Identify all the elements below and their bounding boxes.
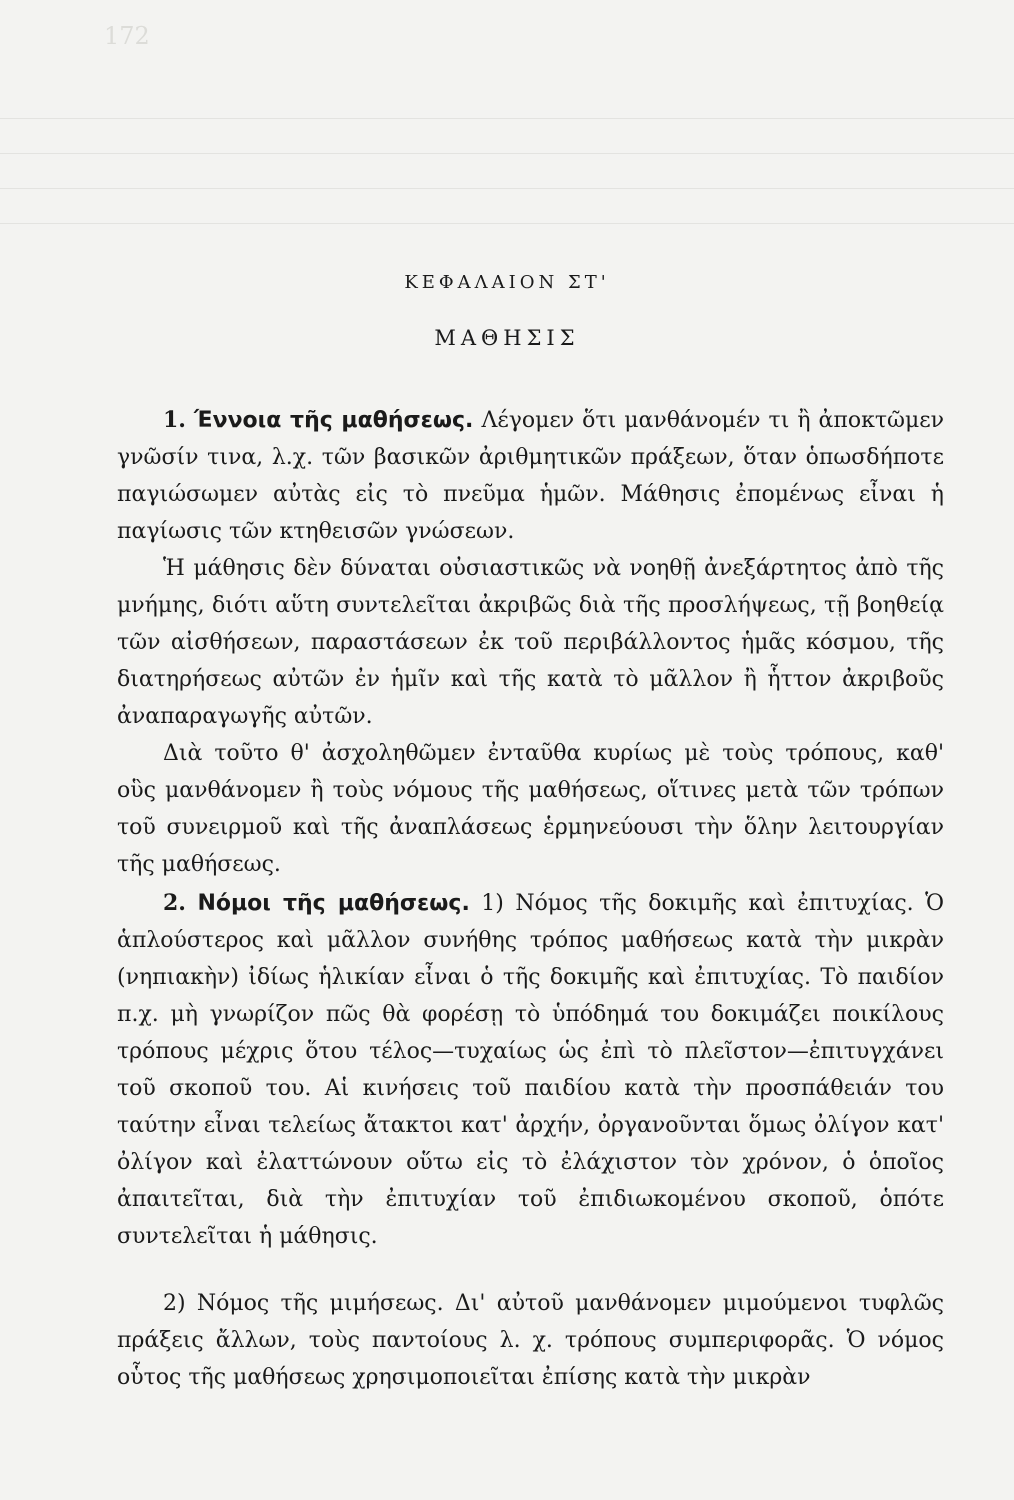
- section-2: [117, 885, 944, 1255]
- chapter-title: ΜΑΘΗΣΙΣ: [434, 326, 580, 350]
- section-1-number: 1.: [163, 407, 186, 433]
- section-1: [117, 402, 944, 883]
- section-2-paragraph-1: [117, 885, 944, 1255]
- section-2-law-2: [117, 1285, 944, 1396]
- section-1-paragraph-3: Διὰ τοῦτο θ' ἀσχοληθῶμεν ἐνταῦθα κυρίως μὲ τοὺς τρόπους, καθ' οὓς μανθάνομεν ἢ τοὺς νόμους τῆς μαθήσεως, οἵτινες μετὰ τῶν τρόπων τοῦ συνειρμοῦ καὶ τῆς ἀναπλάσεως ἑρμηνεύουσι τὴν ὅλην λειτουργίαν τῆς μαθήσεως.: [117, 741, 944, 877]
- bleed-through-line: [0, 153, 1014, 154]
- section-1-text: Λέγομεν ὅτι μανθάνομέν τι ἢ ἀποκτῶμεν γνῶσίν τινα, λ.χ. τῶν βασικῶν ἀριθμητικῶν πράξεων, ὅταν ὁπωσδήποτε παγιώσωμεν αὐτὰς εἰς τὸ πνεῦμα ἡμῶν. Μάθησις ἐπομένως εἶναι ἡ παγίωσις τῶν κτηθεισῶν γνώσεων.: [117, 408, 945, 544]
- law-1-heading: 1) Νόμος τῆς δοκιμῆς καὶ ἐπιτυχίας.: [481, 891, 914, 916]
- section-1-paragraph-1: [117, 402, 944, 550]
- bleed-through-line: [0, 223, 1014, 224]
- law-1-text: Ὁ ἁπλούστερος καὶ μᾶλλον συνήθης τρόπος μαθήσεως κατὰ τὴν μικρὰν (νηπιακὴν) ἰδίως ἡλικίαν εἶναι ὁ τῆς δοκιμῆς καὶ ἐπιτυχίας. Τὸ παιδίον π.χ. μὴ γνωρίζον πῶς θὰ φορέσῃ τὸ ὑπόδημά του δοκιμάζει ποικίλους τρόπους μέχρις ὅτου τέλος—τυχαίως ὡς ἐπὶ τὸ πλεῖστον—ἐπιτυγχάνει τοῦ σκοποῦ του. Αἱ κινήσεις τοῦ παιδίου κατὰ τὴν προσπάθειάν του ταύτην εἶναι τελείως ἄτακτοι κατ' ἀρχήν, ὀργανοῦνται ὅμως ὀλίγον κατ' ὀλίγον καὶ ἐλαττώνουν οὕτω εἰς τὸ ἐλάχιστον τὸν χρόνον, ὁ ὁποῖος ἀπαιτεῖται, διὰ τὴν ἐπιτυχίαν τοῦ ἐπιδιωκομένου σκοποῦ, ὁπότε συντελεῖται ἡ μάθησις.: [117, 891, 945, 1249]
- section-2-heading: Νόμοι τῆς μαθήσεως.: [197, 891, 470, 916]
- law-2-paragraph: [117, 1285, 944, 1396]
- law-2-text: Δι' αὐτοῦ μανθάνομεν μιμούμενοι τυφλῶς πράξεις ἄλλων, τοὺς παντοίους λ. χ. τρόπους συμπεριφορᾶς. Ὁ νόμος οὗτος τῆς μαθήσεως χρησιμοποιεῖται ἐπίσης κατὰ τὴν μικρὰν: [117, 1291, 944, 1390]
- bleed-through-line: [0, 188, 1014, 189]
- law-2-heading: 2) Νόμος τῆς μιμήσεως.: [163, 1291, 444, 1316]
- section-1-heading: Έννοια τῆς μαθήσεως.: [193, 408, 474, 433]
- section-1-paragraph-2: Ἡ μάθησις δὲν δύναται οὐσιαστικῶς νὰ νοηθῇ ἀνεξάρτητος ἀπὸ τῆς μνήμης, διότι αὕτη συντελεῖται ἀκριβῶς διὰ τῆς προσλήψεως, τῇ βοηθείᾳ τῶν αἰσθήσεων, παραστάσεων ἐκ τοῦ περιβάλλοντος ἡμᾶς κόσμου, τῆς διατηρήσεως αὐτῶν ἐν ἡμῖν καὶ τῆς κατὰ τὸ μᾶλλον ἢ ἧττον ἀκριβοῦς ἀναπαραγωγῆς αὐτῶν.: [117, 556, 944, 729]
- section-2-number: 2.: [163, 890, 186, 916]
- bleed-through-line: [0, 118, 1014, 119]
- page-number: 172: [104, 22, 150, 50]
- chapter-heading: ΚΕΦΑΛΑΙΟΝ ΣΤ': [404, 272, 610, 293]
